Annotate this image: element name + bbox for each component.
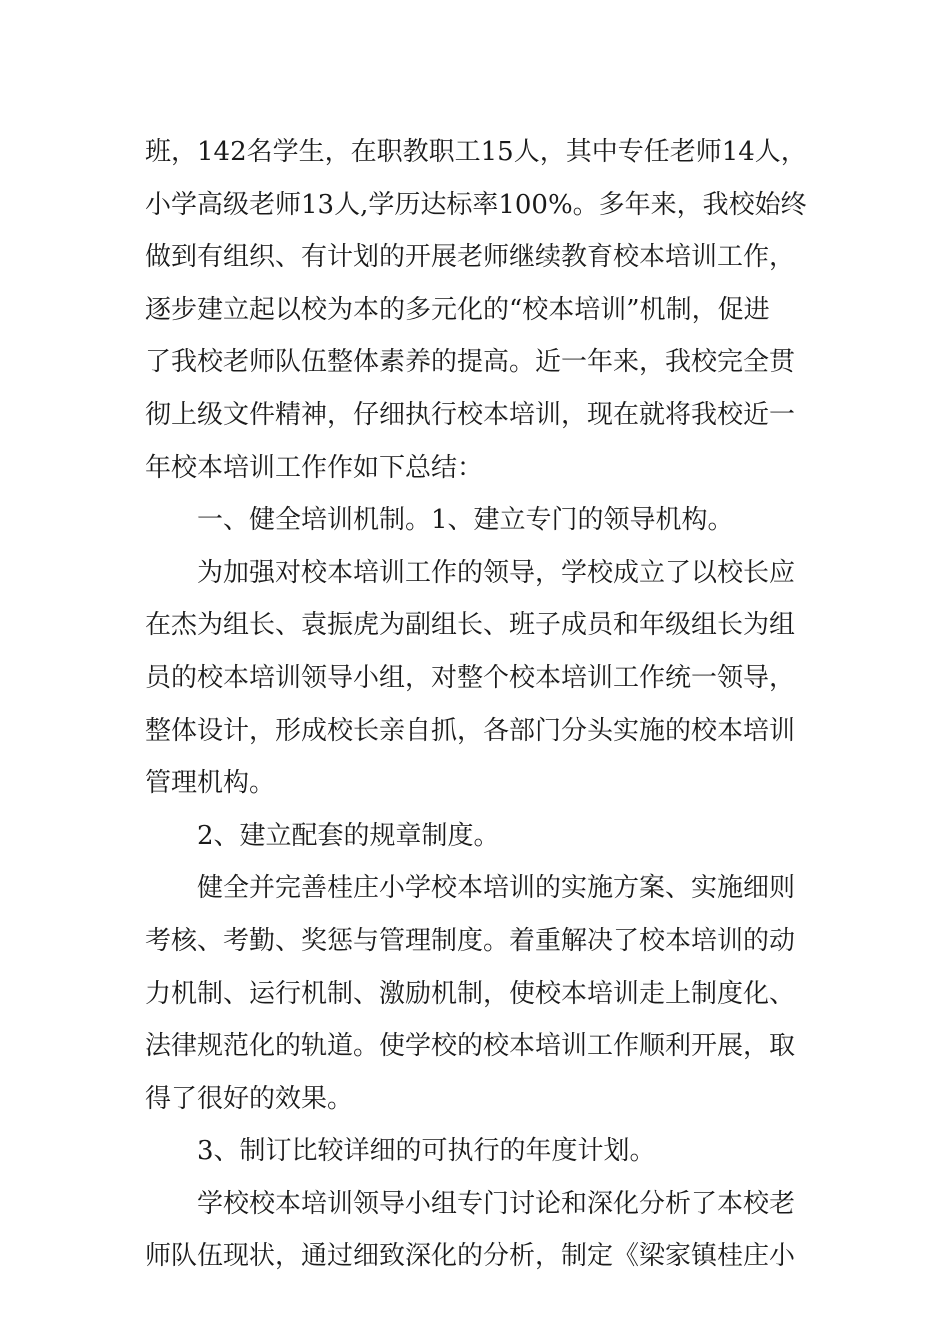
text-line: 彻上级文件精神，仔细执行校本培训，现在就将我校近一 [145,399,796,430]
text-line: 员的校本培训领导小组，对整个校本培训工作统一领导， [145,662,796,693]
text-line: 考核、考勤、奖惩与管理制度。着重解决了校本培训的动 [145,925,796,956]
paragraph-start-line: 健全并完善桂庄小学校本培训的实施方案、实施细则 [197,873,796,904]
document-body [145,126,810,1283]
paragraph-start-line: 学校校本培训领导小组专门讨论和深化分析了本校老 [197,1188,796,1219]
text-line: 师队伍现状，通过细致深化的分析，制定《梁家镇桂庄小 [145,1241,796,1272]
text-line: 逐步建立起以校为本的多元化的“校本培训”机制，促进 [145,294,770,325]
text-line: 整体设计，形成校长亲自抓，各部门分头实施的校本培训 [145,715,796,746]
text-line: 做到有组织、有计划的开展老师继续教育校本培训工作， [145,242,796,273]
subsection-heading: 3、制订比较详细的可执行的年度计划。 [197,1136,656,1167]
text-line: 力机制、运行机制、激励机制，使校本培训走上制度化、 [145,978,796,1009]
text-line: 得了很好的效果。 [145,1083,354,1114]
text-line: 年校本培训工作作如下总结： [145,452,484,483]
paragraph-start-line: 为加强对校本培训工作的领导，学校成立了以校长应 [197,557,796,588]
text-line: 班，142名学生，在职教职工15人，其中专任老师14人， [145,137,807,167]
text-line: 管理机构。 [145,768,276,799]
text-line: 小学高级老师13人,学历达标率100%。多年来，我校始终 [145,189,807,220]
subsection-heading: 2、建立配套的规章制度。 [197,820,500,851]
text-line: 了我校老师队伍整体素养的提高。近一年来，我校完全贯 [145,347,796,378]
text-line: 在杰为组长、袁振虎为副组长、班子成员和年级组长为组 [145,610,796,641]
text-line: 法律规范化的轨道。使学校的校本培训工作顺利开展，取 [145,1031,796,1062]
section-heading: 一、健全培训机制。1、建立专门的领导机构。 [197,505,734,536]
